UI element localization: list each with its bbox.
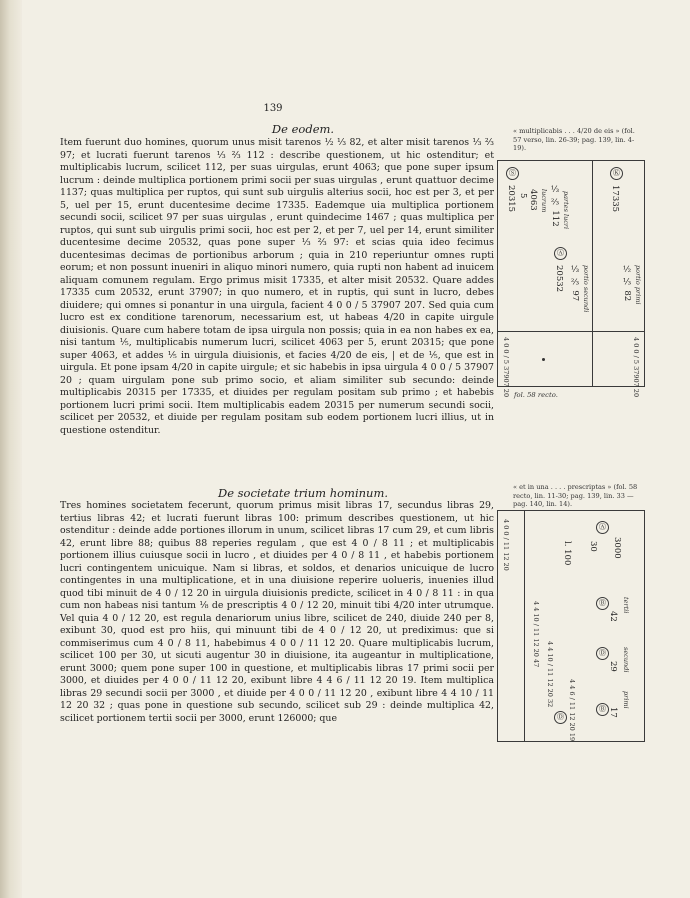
book-binding-edge bbox=[0, 0, 22, 898]
section-title-de-societate: De societate trium hominum. bbox=[217, 486, 389, 500]
diagram-1-label: portio primi bbox=[634, 265, 642, 305]
diagram-1-circle-profit: Ⓢ bbox=[506, 167, 519, 180]
diagram-2-value: 4 4 10 / 11 12 20 32 bbox=[546, 641, 554, 708]
diagram-1-fraction: 4 0 0 / 5 37907 20 bbox=[502, 337, 510, 398]
diagram-1-value: 17335 bbox=[610, 185, 620, 213]
diagram-2-label: secundi bbox=[622, 647, 630, 673]
diagram-1-fraction: 4 0 0 / 5 37907 20 bbox=[632, 337, 640, 398]
diagram-1-value: 20532 bbox=[554, 265, 564, 293]
diagram-2-label: primi bbox=[622, 691, 630, 709]
diagram-2-value: 29 bbox=[608, 661, 618, 672]
section-body-de-societate: Tres homines societatem fecerunt, quorum primus misit libras 17, secundus libras 29, tertius libras 42; et lucrati fuerunt libras 100: primum describes questionem, ut hic ostenditur : deinde adde portiones illorum in unum, scilicet libras 17 cum 29, et cum libris 42, erunt libre 88; quibus 88 reperies regulam , que est 4 0 / 8 11 ; et multiplicabis portionem illius cuiusque socii in lucro , et diuides per 4 0 / 8 11 , et habebis portionem lucri contingentem unicuique. Nam si libras, et soldos, et denarios unicuique de lucro contingentes in una multiplicatione, et in una diuisione reperire uolueris, inuenies illud quod tibi minuit de 4 0 / 12 20 in uirgula diuisionis predicte, scilicet in 4 0 / 8 11 : in qua cum non habeas nisi tantum ⅛ de prescriptis 4 0 / 12 20, minuit tibi 4/20 inter utrumque. Vel quia 4 0 / 12 20, est regula denariorum unius libre, scilicet de 240, diuide 240 per 8, exibunt 30, quod est pro hiis, qui minuunt tibi de 4 0 / 12 20, ut prediximus: que si commiserimus cum 4 0 / 8 11, habebimus 4 0 0 / 11 12 20. Quare multiplicabis lucrum, scilicet 100 per 30, ut sicuti augentur 30 in diuisione, ita augeantur in multiplicatione, erunt 3000; quem pone super 100 in questione, et multiplicabis libras 17 primi socii per 3000, et diuides per 4 0 0 / 11 12 20, exibunt libre 4 4 6 / 11 12 20 19. Item multiplica libras 29 secundi socii per 3000 , et diuide per 4 0 0 / 11 12 20 , exibunt libre 4 4 10 / 11 12 20 32 ; quas pone in questione sub secundo, scilicet sub 29 : deinde multiplica 42, scilicet portionem tertii socii per 3000, erunt 126000; que bbox=[60, 500, 494, 724]
page-number: 139 bbox=[263, 103, 283, 114]
margin-note-2: « et in una . . . . prescriptas » (fol. 58 recto, lin. 11-30; pag. 139, lin. 33 — pag. 140, lin. 14). bbox=[513, 483, 638, 509]
diagram-1-value: 5 bbox=[518, 193, 528, 199]
diagram-1-value: 20315 bbox=[506, 185, 516, 213]
diagram-1-circle-second: Ⓐ bbox=[554, 247, 567, 260]
section-body-de-eodem: Item fuerunt duo homines, quorum unus misit tarenos ½ ⅓ 82, et alter misit tarenos ⅓ ⅔ 97; et lucrati fuerunt tarenos ⅓ ⅔ 112 : describe questionem, ut hic ostenditur; et multiplicabis lucrum, scilicet 112, per suas uirgulas, erunt 4063; que pone super ipsum lucrum : deinde multiplica portionem primi socii per suas uirgulas , erunt quattuor decime 1137; quas multiplica per ruptos, qui sunt sub uirgulis alterius socii, hoc est per 3, et per 5, uel per 15, erunt ducentesime decime 17335. Eademque uia multiplica portionem secundi socii, scilicet 97 per suas uirgulas , erunt quindecime 1467 ; quas multiplica per ruptos, qui sunt sub uirgulis primi socii, hoc est per 2, et per 7, uel per 14, erunt similiter ducentesime decime 20532, quas pone super ⅓ ⅔ 97: et scias quia ideo fecimus ducentesimas decimas de portionibus arborum ; quia in 210 reperiuntur omnes rupti eorum; et non possunt inueniri in aliquo minori numero, quia rupti non habent ad inuicem aliquam comunem regulam. Ergo primus misit 17335, et alter misit 20532. Quare addes 17335 cum 20532, erunt 37907; in quo numero, et in ruptis, qui sunt in lucro, debes diuidere; qui omnes si ponantur in una uirgula, facient 4 0 0 / 5 37907 207. Sed quia cum lucro est ex conditione tarenorum, necessarium est, ut habeas 4/20 in capite uirgule diuisionis. Quare cum habere totam de ipsa uirgula non possis; quia in ea non habes ex ea, nisi tantum ⅕, multiplicabis numerum lucri, scilicet 4063 per 5, erunt 20315; que pone super 4063, et addes ⅕ in uirgula diuisionis, et facies 4/20 de eis, | et de ⅕, que est in uirgula. Et pone ipsam 4/20 in capite uirgule; et sic habebis in ipsa uirgula 4 0 0 / 5 37907 20 ; quam uirgulam pone sub primo socio, et aliam similiter sub secundo: deinde multiplicabis 20315 per 17335, et diuides per regulam positam sub primo ; et habebis portionem lucri primi socii. Item multiplicabis eadem 20315 per numerum secundi socii, scilicet per 20532, et diuide per regulam positam sub eodem portionem lucri illius, ut in questione ostenditur. bbox=[60, 137, 494, 436]
diagram-1-circle-first: Ⓚ bbox=[610, 167, 623, 180]
diagram-2-value: 17 bbox=[608, 707, 618, 718]
diagram-2-label: tertii bbox=[622, 597, 630, 614]
section-title-de-eodem: De eodem. bbox=[271, 122, 335, 136]
diagram-1-label: portio secundi bbox=[582, 265, 590, 313]
diagram-2-value: 4 4 10 / 11 12 20 47 bbox=[532, 601, 540, 668]
diagram-1-value: ⅓ ⅔ 97 bbox=[570, 265, 580, 302]
diagram-2-circle: Ⓐ bbox=[596, 521, 609, 534]
margin-note-1: « multiplicabis . . . 4/20 de eis » (fol. 57 verso, lin. 26-39; pag. 139, lin. 4-19). bbox=[513, 127, 635, 153]
folio-label: fol. 58 recto. bbox=[514, 391, 558, 399]
diagram-2-circle: Ⓑ bbox=[596, 597, 609, 610]
diagram-2-circle: Ⓓ bbox=[554, 711, 567, 724]
diagram-2-value: 3000 bbox=[612, 537, 622, 559]
diagram-2-value: 42 bbox=[608, 611, 618, 622]
diagram-2-value: l. 100 bbox=[562, 541, 572, 566]
diagram-1-value: 4063 bbox=[528, 189, 538, 211]
diagram-2 bbox=[497, 510, 645, 742]
diagram-1-label: partes lucri bbox=[562, 191, 570, 230]
diagram-2-value: 4 4 6 / 11 12 20 19 bbox=[568, 679, 576, 742]
diagram-1-value: ⅓ ⅔ 112 bbox=[550, 185, 560, 227]
diagram-1-label: lucrum bbox=[540, 189, 548, 213]
diagram-2-regula: 4 0 0 / 11 12 20 bbox=[502, 519, 510, 571]
diagram-1-value: ½ ⅓ 82 bbox=[622, 265, 632, 302]
diagram-2-circle: Ⓓ bbox=[596, 647, 609, 660]
diagram-1-dot bbox=[542, 358, 545, 361]
diagram-2-value: 30 bbox=[588, 541, 598, 552]
diagram-2-circle: Ⓑ bbox=[596, 703, 609, 716]
